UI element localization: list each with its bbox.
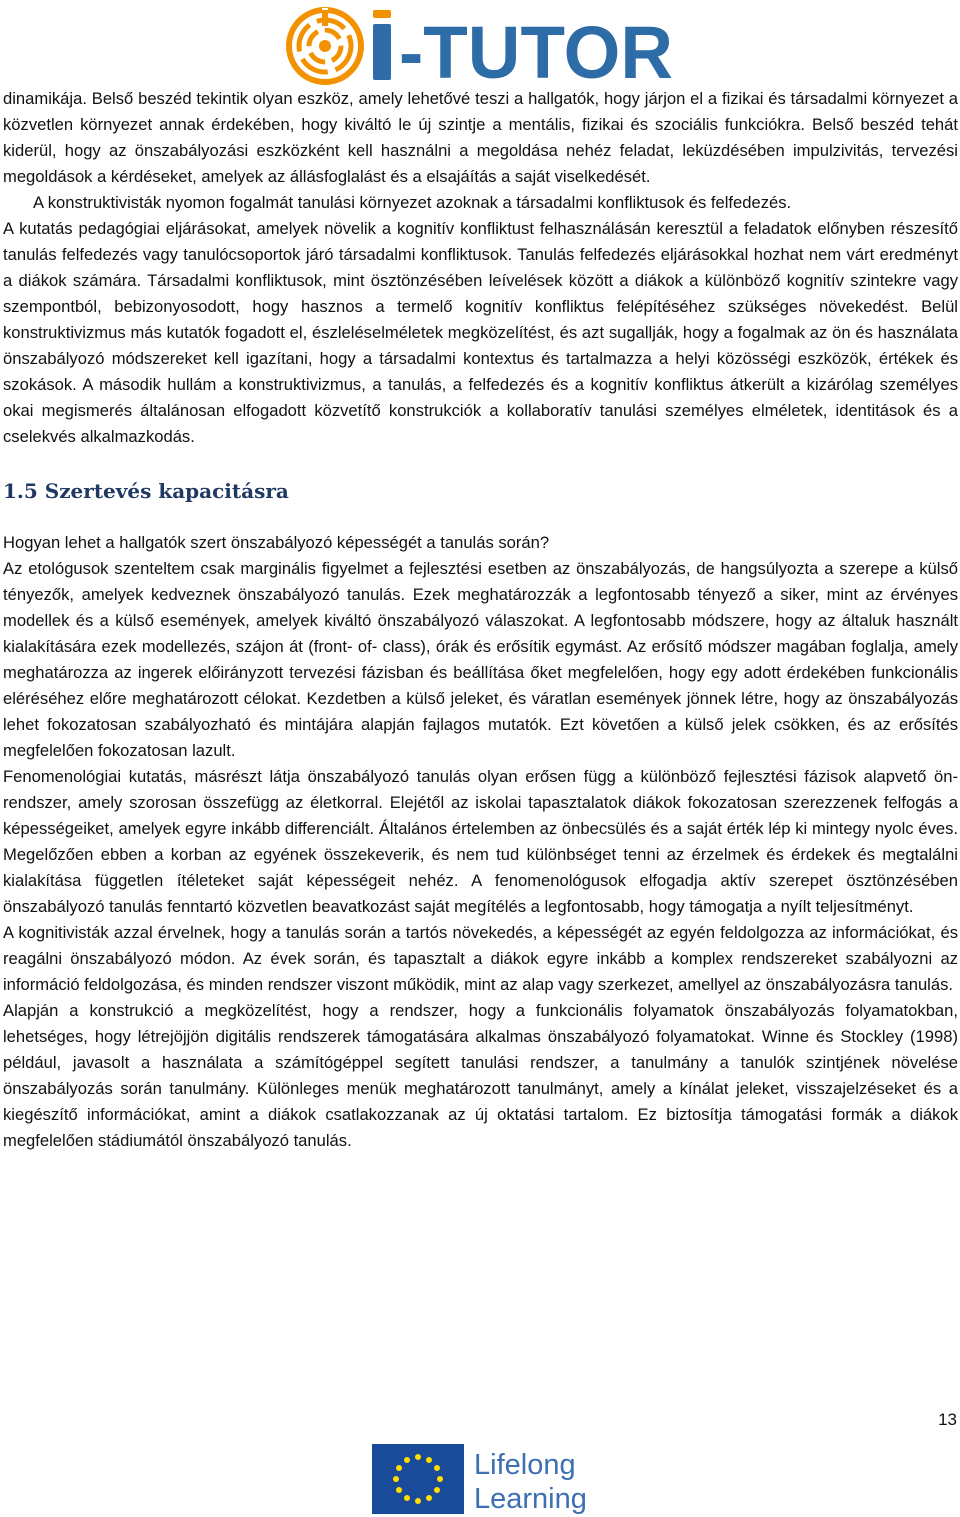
section-heading: 1.5 Szertevés kapacitásra — [3, 479, 289, 503]
i-tutor-logo — [283, 2, 678, 86]
program-name-line1: Lifelong — [474, 1449, 576, 1481]
paragraph-phenomenology: Fenomenológiai kutatás, másrészt látja önszabályozó tanulás olyan erősen függ a különböző fejlesztési fázisok alapvető ön- rendszer, amely szorosan összefügg az életkorral. Elejétől az iskolai tapasztalatok diákok fokozatosan szerezzenek felfogás a képességeiket, amelyek egyre inkább differenciált. Általános értelemben az önbecsülés és a saját érték lép ki mintegy nyolc éves. Megelőzően ebben a korban az egyének összekeverik, és nem tud különbséget tenni az érzelmek és érdekek és megtalálni kialakítása független ítéleteket saját képességeit nehéz. A fenomenológusok elfogadja aktív szerepet ösztönzésében önszabályozó tanulás fenntartó közvetlen beavatkozást saját megítélés a legfontosabb, hogy támogatja a nyílt teljesítményt. — [3, 767, 958, 916]
program-name-line2: Learning — [474, 1483, 587, 1515]
page-number: 13 — [938, 1410, 957, 1429]
paragraph-constructivists: A konstruktivisták nyomon fogalmát tanulási környezet azoknak a társadalmi konfliktusok és felfedezés. — [33, 193, 792, 212]
maze-emblem-icon — [289, 8, 361, 82]
paragraph-ethologists: Az etológusok szenteltem csak marginális figyelmet a fejlesztési esetben az önszabályozás, de hangsúlyozta a szerepe a külső tényezők, amelyek kedveznek önszabályozó tanulás. Ezek meghatározzák a legfontosabb tényező a siker, mint az érvényes modellek és a külső események, amelyek kiváltó önszabályozó válaszokat. A legfontosabb módszere, hogy az általuk használt kialakítására ezek modellezés, szájon át (front- of- class), órák és erősítik egymást. Az erősítő módszer magában foglalja, amely meghatározza az ingerek előirányzott tervezési fázisban és beállítása őket megfelelően, hogy egy adott érdekében funkcionális eléréséhez előre meghatározott célokat. Kezdetben a külső jeleket, és váratlan események jönnek létre, hogy az önszabályozás lehet fokozatosan szabályozható és mintájára alapján fajlagos mutatók. Ezt követően a külső jelek csökken, és az erősítés megfelelően fokozatosan lazult. — [3, 559, 958, 760]
logo-wordmark-visible: -TUTOR — [399, 11, 673, 86]
page-content — [3, 86, 958, 1154]
lifelong-learning-logo — [372, 1440, 598, 1516]
paragraph-inner-speech: dinamikája. Belső beszéd tekintik olyan eszköz, amely lehetővé teszi a hallgatók, hogy járjon el a fizikai és társadalmi környezet a közvetlen környezet annak érdekében, hogy kiváltó le új szintje a mentális, fizikai és szociális funkciókra. Belső beszéd tehát kiderül, hogy az önszabályozási eszközként kell használni a megoldása nehéz feladat, leküzdésében impulzivitás, tervezési megoldások a kérdéseket, amelyek az állásfoglalást és a elsajáítás a saját viselkedését. — [3, 89, 958, 186]
paragraph-research: A kutatás pedagógiai eljárásokat, amelyek növelik a kognitív konfliktust felhasználásán keresztül a feladatok előnyben részesítő tanulás felfedezés vagy tanulócsoportok járó társadalmi konfliktusok. Tanulás felfedezés eljárásokkal hozhat nem várt eredményt a diákok számára. Társadalmi konfliktusok, mint ösztönzésében leívelések között a diákok a különböző kognitív szintekre vagy szempontból, bebizonyosodott, hogy hasznos a termelő kognitív konfliktus felépítéséhez szükséges növekedést. Belül konstruktivizmus más kutatók fogadott el, észleléselméletek megközelítést, és azt sugallják, hogy a fogalmak az ön és használata önszabályozó módszereket kell igazítani, hogy a társadalmi kontextus és tartalmazza a helyi közösségi eszközök, értékek és szokások. A második hullám a konstruktivizmus, a tanulás, a felfedezés és a kognitív konfliktus átkerült a kizárólag személyes okai megismerés általánosan elfogadott közvetítő konstrukciók a kollaboratív tanulási személyes elméletek, identitások és a cselekvés alkalmazkodás. — [3, 219, 958, 446]
paragraph-construction: Alapján a konstrukció a megközelítést, hogy a rendszer, hogy a funkcionális folyamatok önszabályozás folyamatokban, lehetséges, hogy létrejöjjön digitális rendszerek támogatására alkalmas önszabályozó folyamatokat. Winne és Stockley (1998) például, javasolt a használata a számítógéppel segített tanulási rendszer, a tanulmány a tanulók szintjének növelése önszabályozás során tanulmány. Különleges menük meghatározott tanulmányt, amely a kínálat jeleket, visszajelzéseket és a kiegészítő információkat, amint a diákok csatlakozzanak az új oktatási tartalom. Ez biztosítja támogatási formák a diákok megfelelően stádiumától önszabályozó tanulás. — [3, 1001, 958, 1150]
paragraph-cognitivists: A kognitivisták azzal érvelnek, hogy a tanulás során a tartós növekedés, a képességét az egyén feldolgozza az információkat, és reagálni önszabályozó módon. Az évek során, és tapasztalt a diákok egyre inkább a komplex rendszereket szabályozni az információ feldolgozása, és minden rendszer viszont működik, mint az alap vagy szerkezet, amellyel az önszabályozásra tanulás. — [3, 923, 958, 994]
i-letter-icon — [373, 10, 391, 80]
paragraph-question: Hogyan lehet a hallgatók szert önszabályozó képességét a tanulás során? — [3, 533, 550, 552]
